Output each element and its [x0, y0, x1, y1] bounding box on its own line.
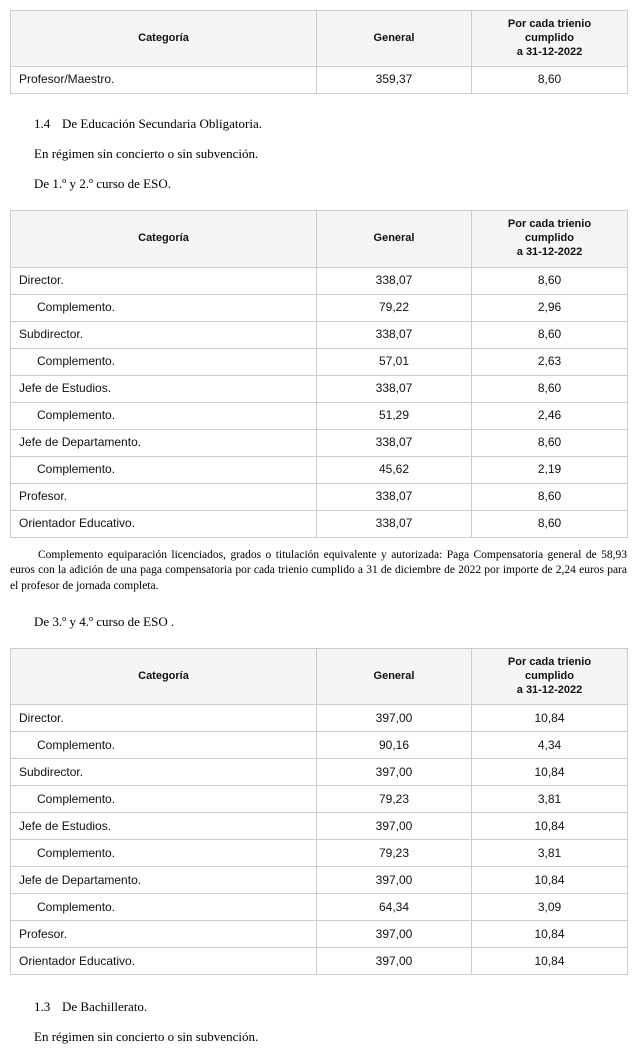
- table-header-row: [11, 11, 628, 67]
- trienio-line-1: Por cada trienio: [507, 218, 592, 231]
- column-header-categoria: Categoría: [11, 211, 317, 267]
- cell-categoria: Orientador Educativo.: [11, 510, 317, 537]
- cell-trienio: 2,96: [472, 294, 628, 321]
- cell-categoria: Complemento.: [11, 840, 317, 867]
- cell-general: 79,23: [317, 786, 472, 813]
- table-row: [11, 456, 628, 483]
- cell-trienio: 2,46: [472, 402, 628, 429]
- cell-general: 64,34: [317, 894, 472, 921]
- section-number: 1.3: [34, 999, 51, 1015]
- table-row: [11, 321, 628, 348]
- trienio-line-3: a 31-12-2022: [516, 245, 583, 258]
- cell-general: 338,07: [317, 375, 472, 402]
- cell-trienio: 8,60: [472, 67, 628, 94]
- cell-trienio: 8,60: [472, 267, 628, 294]
- column-header-categoria: Categoría: [11, 649, 317, 705]
- spacer: [0, 162, 637, 176]
- section-number: 1.4: [34, 116, 51, 132]
- cell-categoria: Complemento.: [11, 294, 317, 321]
- cell-categoria: Complemento.: [11, 732, 317, 759]
- table-row: [11, 348, 628, 375]
- pay-table-eso-12: [10, 210, 628, 537]
- table-row: [11, 759, 628, 786]
- column-header-general: General: [317, 11, 472, 67]
- trienio-line-1: Por cada trienio: [507, 656, 592, 669]
- note-complemento-equiparacion: Complemento equiparación licenciados, grados o titulación equivalente y autorizada: Paga Compensatoria general de 58,93 euros con la adición de una paga compensatoria por cada trienio cumplido a 31 de diciembre de 2022 por importe de 2,24 euros para el profesor de jornada completa.: [10, 548, 627, 592]
- column-header-general: General: [317, 649, 472, 705]
- spacer: [0, 594, 637, 614]
- table-row: [11, 786, 628, 813]
- courses-line-eso-12: De 1.º y 2.º curso de ESO.: [34, 176, 171, 192]
- section-title: De Educación Secundaria Obligatoria.: [62, 116, 262, 132]
- trienio-line-3: a 31-12-2022: [516, 683, 583, 696]
- table-row: [11, 510, 628, 537]
- table-row: [11, 705, 628, 732]
- table-row: [11, 867, 628, 894]
- table-row: [11, 732, 628, 759]
- section-title: De Bachillerato.: [62, 999, 148, 1015]
- cell-trienio: 8,60: [472, 321, 628, 348]
- table-row: [11, 402, 628, 429]
- courses-line-eso-34: De 3.º y 4.º curso de ESO .: [34, 614, 175, 630]
- trienio-line-2: cumplido: [525, 31, 574, 44]
- cell-categoria: Complemento.: [11, 348, 317, 375]
- column-header-trienio: [472, 211, 628, 267]
- cell-categoria: Jefe de Departamento.: [11, 867, 317, 894]
- table-row: [11, 294, 628, 321]
- spacer: [0, 538, 637, 548]
- cell-general: 338,07: [317, 267, 472, 294]
- table-body-eso-12: [11, 267, 628, 537]
- cell-general: 397,00: [317, 921, 472, 948]
- table-row: [11, 840, 628, 867]
- cell-categoria: Complemento.: [11, 456, 317, 483]
- spacer: [0, 0, 637, 10]
- cell-trienio: 3,09: [472, 894, 628, 921]
- column-header-general: General: [317, 211, 472, 267]
- cell-trienio: 3,81: [472, 840, 628, 867]
- cell-trienio: 8,60: [472, 375, 628, 402]
- table-row: [11, 813, 628, 840]
- trienio-line-2: cumplido: [525, 232, 574, 244]
- spacer: [0, 1015, 637, 1029]
- cell-trienio: 10,84: [472, 921, 628, 948]
- cell-trienio: 10,84: [472, 867, 628, 894]
- column-header-trienio: [472, 11, 628, 67]
- spacer: [0, 132, 637, 146]
- cell-categoria: Jefe de Departamento.: [11, 429, 317, 456]
- table-row: [11, 267, 628, 294]
- trienio-line-2: cumplido: [525, 669, 574, 682]
- table-row: [11, 429, 628, 456]
- cell-categoria: Director.: [11, 267, 317, 294]
- cell-general: 57,01: [317, 348, 472, 375]
- cell-general: 51,29: [317, 402, 472, 429]
- cell-categoria: Jefe de Estudios.: [11, 813, 317, 840]
- section-heading-eso: [0, 116, 637, 132]
- spacer: [0, 94, 637, 116]
- cell-trienio: 2,19: [472, 456, 628, 483]
- cell-trienio: 2,63: [472, 348, 628, 375]
- cell-trienio: 10,84: [472, 948, 628, 975]
- cell-trienio: 10,84: [472, 705, 628, 732]
- cell-trienio: 4,34: [472, 732, 628, 759]
- table-row: [11, 375, 628, 402]
- table-row: [11, 948, 628, 975]
- trienio-line-3: a 31-12-2022: [516, 45, 583, 58]
- regime-line-bachillerato: En régimen sin concierto o sin subvención.: [34, 1029, 259, 1045]
- column-header-trienio: [472, 649, 628, 705]
- cell-general: 338,07: [317, 510, 472, 537]
- table-header-row: [11, 649, 628, 705]
- regime-line-eso: En régimen sin concierto o sin subvención.: [34, 146, 259, 162]
- cell-trienio: 8,60: [472, 483, 628, 510]
- cell-general: 397,00: [317, 867, 472, 894]
- section-heading-bachillerato: [0, 999, 637, 1015]
- column-header-categoria: Categoría: [11, 11, 317, 67]
- cell-trienio: 8,60: [472, 429, 628, 456]
- cell-categoria: Complemento.: [11, 402, 317, 429]
- cell-categoria: Orientador Educativo.: [11, 948, 317, 975]
- table-row: [11, 67, 628, 94]
- cell-general: 338,07: [317, 321, 472, 348]
- spacer: [0, 975, 637, 999]
- cell-categoria: Complemento.: [11, 894, 317, 921]
- cell-categoria: Complemento.: [11, 786, 317, 813]
- cell-trienio: 10,84: [472, 759, 628, 786]
- spacer: [0, 192, 637, 210]
- cell-general: 397,00: [317, 813, 472, 840]
- cell-general: 359,37: [317, 67, 472, 94]
- cell-general: 397,00: [317, 948, 472, 975]
- cell-categoria: Subdirector.: [11, 321, 317, 348]
- cell-categoria: Subdirector.: [11, 759, 317, 786]
- cell-categoria: Profesor.: [11, 921, 317, 948]
- cell-general: 338,07: [317, 429, 472, 456]
- cell-categoria: Profesor.: [11, 483, 317, 510]
- spacer: [0, 630, 637, 648]
- cell-categoria: Director.: [11, 705, 317, 732]
- cell-trienio: 10,84: [472, 813, 628, 840]
- cell-categoria: Profesor/Maestro.: [11, 67, 317, 94]
- table-row: [11, 921, 628, 948]
- table-header-row: [11, 211, 628, 267]
- cell-general: 338,07: [317, 483, 472, 510]
- cell-trienio: 8,60: [472, 510, 628, 537]
- table-row: [11, 894, 628, 921]
- cell-trienio: 3,81: [472, 786, 628, 813]
- table-row: [11, 483, 628, 510]
- trienio-line-1: Por cada trienio: [507, 18, 592, 30]
- table-body-eso-34: [11, 705, 628, 975]
- cell-general: 90,16: [317, 732, 472, 759]
- cell-general: 45,62: [317, 456, 472, 483]
- cell-general: 397,00: [317, 759, 472, 786]
- cell-general: 397,00: [317, 705, 472, 732]
- pay-table-eso-34: [10, 648, 628, 975]
- cell-general: 79,23: [317, 840, 472, 867]
- cell-categoria: Jefe de Estudios.: [11, 375, 317, 402]
- cell-general: 79,22: [317, 294, 472, 321]
- pay-table-top: [10, 10, 628, 94]
